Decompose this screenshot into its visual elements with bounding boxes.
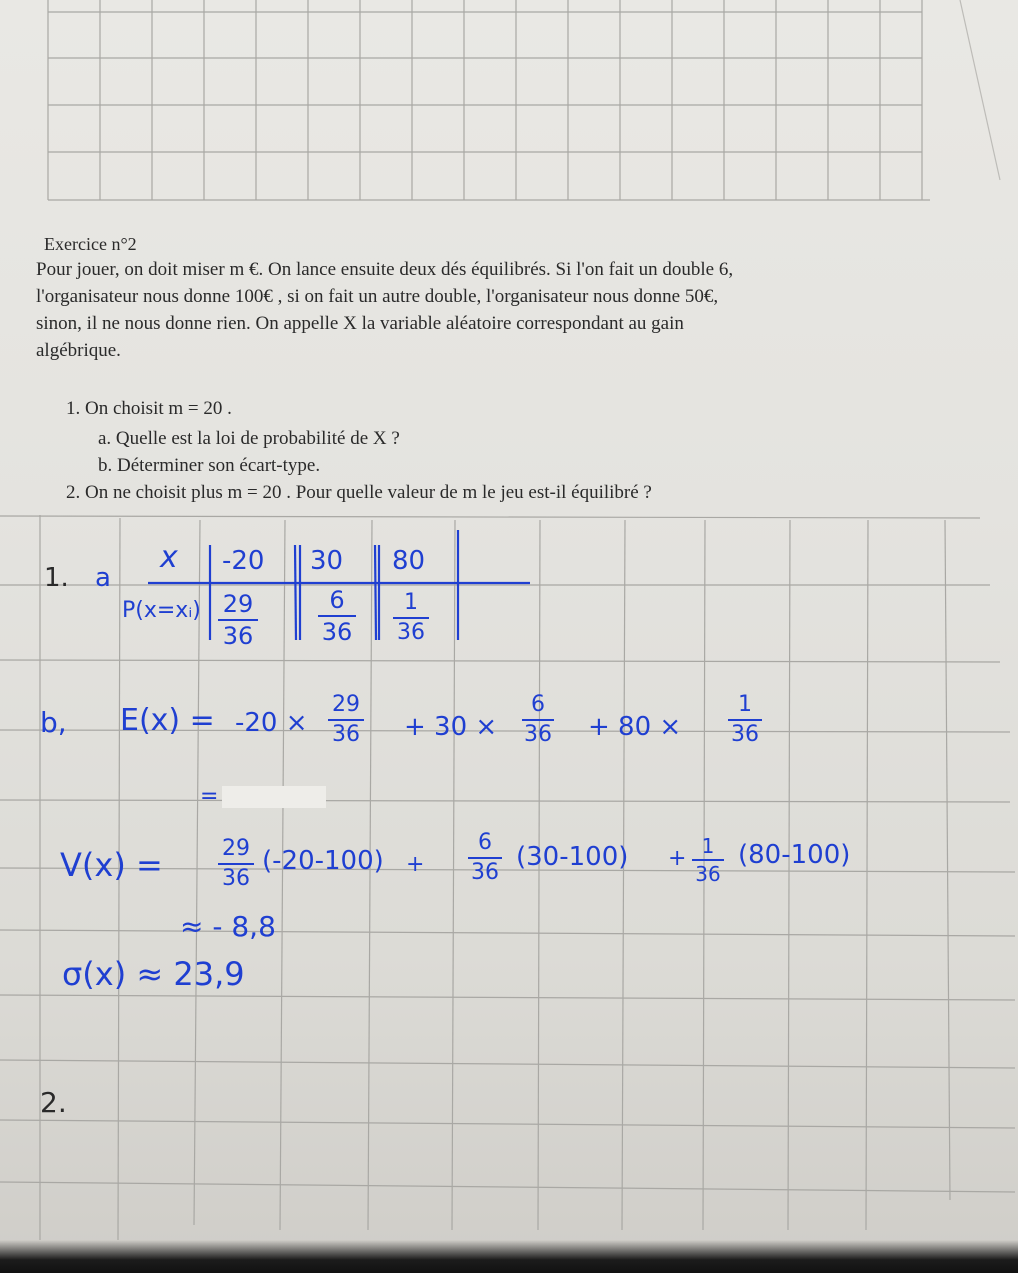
bottom-shadow [0, 1240, 1018, 1273]
statement-line-4: algébrique. [36, 340, 121, 361]
erased-area [222, 786, 326, 808]
variance-plus-1: + [406, 852, 425, 877]
p-value-3 [393, 592, 429, 644]
expectation-term-2: + 30 × [404, 712, 498, 742]
expectation-frac-2 [522, 694, 554, 746]
variance-frac-1 [218, 838, 254, 890]
row-x-label: x [160, 540, 178, 575]
label-b: b, [40, 706, 67, 739]
question-1a: a. Quelle est la loi de probabilité de X ? [98, 428, 400, 449]
variance-paren-1: (-20-100) [262, 846, 384, 876]
label-1: 1. [44, 563, 69, 593]
x-value-1: -20 [222, 546, 265, 576]
exercise-title: Exercice n°2 [44, 234, 137, 254]
p-value-3-den: 36 [397, 620, 425, 645]
expectation-term-1: -20 × [235, 708, 308, 738]
row-p-label: P(x=xᵢ) [122, 598, 201, 623]
statement-line-2: l'organisateur nous donne 100€ , si on fait un autre double, l'organisateur nous donne 50€, [36, 286, 719, 307]
question-1: 1. On choisit m = 20 . [66, 398, 232, 419]
variance-frac-3-num: 1 [701, 834, 715, 858]
variance-frac-2 [468, 832, 502, 884]
expectation-lhs: E(x) = [120, 703, 215, 738]
expectation-result: ≈ - 8,8 [180, 910, 276, 943]
expectation-frac-1-num: 29 [332, 692, 360, 717]
variance-paren-2: (30-100) [516, 842, 629, 872]
expectation-frac-2-den: 36 [524, 722, 552, 747]
p-value-3-num: 1 [404, 590, 418, 615]
expectation-frac-2-num: 6 [531, 692, 545, 717]
p-value-1-num: 29 [222, 590, 254, 618]
p-value-1-den: 36 [222, 622, 254, 650]
p-value-2-den: 36 [321, 618, 353, 646]
variance-paren-3: (80-100) [738, 840, 851, 870]
expectation-term-3: + 80 × [588, 712, 682, 742]
statement-line-3: sinon, il ne nous donne rien. On appelle X la variable aléatoire correspondant au gain [36, 313, 684, 334]
variance-frac-2-num: 6 [478, 830, 492, 855]
variance-plus-2: + [668, 846, 687, 871]
expectation-frac-3-num: 1 [738, 692, 752, 717]
variance-frac-1-num: 29 [222, 836, 250, 861]
expectation-frac-1 [328, 694, 364, 746]
expectation-frac-3 [728, 694, 762, 746]
variance-frac-1-den: 36 [222, 866, 250, 891]
question-2: 2. On ne choisit plus m = 20 . Pour quelle valeur de m le jeu est-il équilibré ? [66, 482, 652, 503]
variance-frac-2-den: 36 [471, 860, 499, 885]
statement-line-1: Pour jouer, on doit miser m €. On lance ensuite deux dés équilibrés. Si l'on fait un double 6, [36, 259, 734, 280]
x-value-3: 80 [392, 546, 426, 576]
label-2: 2. [40, 1086, 67, 1119]
label-a: a [95, 563, 111, 593]
variance-lhs: V(x) = [60, 846, 163, 884]
expectation-frac-1-den: 36 [332, 722, 360, 747]
question-1b: b. Déterminer son écart-type. [98, 455, 321, 476]
expectation-eq-line-2: = [200, 784, 219, 809]
p-value-2 [318, 588, 356, 644]
variance-frac-3 [692, 836, 724, 884]
sigma-result: σ(x) ≈ 23,9 [62, 955, 245, 993]
p-value-1 [218, 592, 258, 648]
x-value-2: 30 [310, 546, 344, 576]
expectation-frac-3-den: 36 [731, 722, 759, 747]
p-value-2-num: 6 [329, 586, 345, 614]
variance-frac-3-den: 36 [695, 862, 721, 886]
